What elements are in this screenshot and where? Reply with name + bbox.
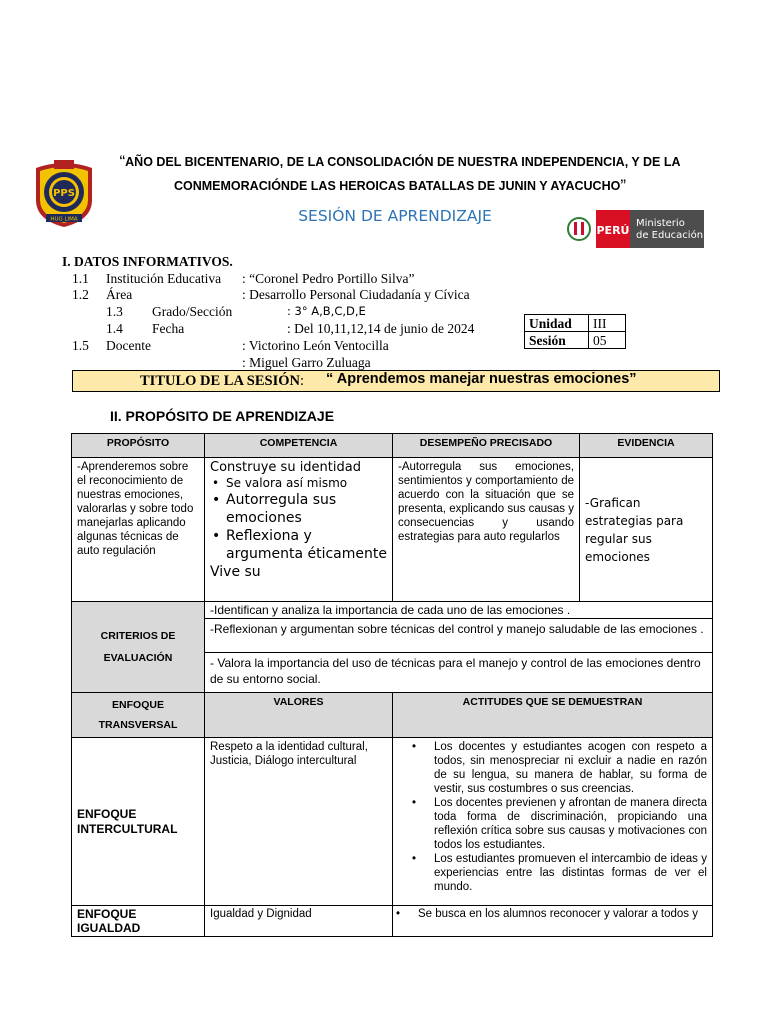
proposito-table	[71, 433, 713, 937]
school-logo	[32, 160, 96, 228]
quote-close: ”	[620, 176, 626, 195]
header-actitudes: ACTITUDES QUE SE DEMUESTRAN	[393, 693, 713, 738]
minedu-line-2: de Educación	[636, 230, 704, 241]
actitud-item: • Los docentes previenen y afrontan de manera directa toda forma de discriminación, propiciando una reflexión crítica sobre sus causas y motivaciones con todos los estudiantes.	[434, 796, 707, 852]
competencia-list	[210, 476, 387, 563]
header-enfoque: ENFOQUE TRANSVERSAL	[72, 693, 205, 738]
table-row	[72, 458, 713, 602]
header-title	[100, 150, 700, 198]
quote-open: “	[119, 152, 126, 171]
proposito-text: -Aprenderemos sobre el reconocimiento de nuestras emociones, valorarlas y sobre todo manejarlas aplicando algunas técnicas de auto regulación	[77, 461, 194, 557]
row-label-3: Grado/Sección	[152, 304, 233, 319]
header-proposito: PROPÓSITO	[72, 434, 205, 458]
row-num-5: 1.5	[72, 338, 89, 353]
header-competencia: COMPETENCIA	[205, 434, 393, 458]
row-label-2: Área	[106, 287, 133, 302]
sesion-value: 05	[589, 332, 626, 349]
enfoque-intercultural-name: ENFOQUE INTERCULTURAL	[72, 738, 205, 906]
desempeno-cell	[393, 458, 580, 602]
proposito-cell	[72, 458, 205, 602]
enfoque-intercultural-row	[72, 738, 713, 906]
enfoque-intercultural-valores: Respeto a la identidad cultural, Justicia, Diálogo intercultural	[205, 738, 393, 906]
row-value-5: : Victorino León Ventocilla	[242, 338, 389, 353]
session-title-label: TITULO DE LA SESIÓN:	[140, 373, 304, 389]
docente-extra: : Miguel Garro Zuluaga	[242, 355, 371, 370]
title-line-2: CONMEMORACIÓNDE LAS HEROICAS BATALLAS DE JUNIN Y AYACUCHO	[173, 179, 621, 193]
row-value-4: : Del 10,11,12,14 de junio de 2024	[287, 321, 475, 336]
sesion-label: Sesión	[525, 332, 589, 349]
enfoque-igualdad-actitudes	[393, 906, 713, 937]
competencia-cell	[205, 458, 393, 602]
header-valores: VALORES	[205, 693, 393, 738]
competencia-item: • Se valora así mismo	[226, 476, 387, 491]
competencia-item: • Autorregula sus emociones	[226, 491, 387, 527]
enfoque-header-row	[72, 693, 713, 738]
criterio-1: -Identifican y analiza la importancia de cada uno de las emociones .	[205, 602, 713, 619]
proposito-heading: II. PROPÓSITO DE APRENDIZAJE	[110, 408, 335, 424]
minedu-logo	[566, 208, 704, 250]
criterio-2: -Reflexionan y argumentan sobre técnicas del control y manejo saludable de las emociones .	[205, 619, 713, 653]
session-title-value: “ Aprendemos manejar nuestras emociones”	[326, 371, 637, 387]
unidad-row	[525, 315, 626, 332]
enfoque-igualdad-row	[72, 906, 713, 937]
title-line-1: AÑO DEL BICENTENARIO, DE LA CONSOLIDACIÓN DE NUESTRA INDEPENDENCIA, Y DE LA	[125, 155, 681, 169]
row-value-3: : 3° A,B,C,D,E	[287, 304, 366, 318]
datos-heading: I. DATOS INFORMATIVOS.	[62, 254, 233, 269]
competencia-tail: Vive su	[210, 564, 261, 580]
row-value-2: : Desarrollo Personal Ciudadanía y Cívica	[242, 287, 470, 302]
competencia-item: • Reflexiona y argumenta éticamente	[226, 527, 387, 563]
row-label-1: Institución Educativa	[106, 271, 222, 286]
school-logo-text: PPS	[53, 188, 75, 199]
actitud-item: • Los docentes y estudiantes acogen con respeto a todos, sin menospreciar ni excluir a nadie en razón de su lengua, su manera de hablar, su forma de vestir, sus costumbres o sus creencias.	[434, 740, 707, 796]
enfoque-igualdad-valores: Igualdad y Dignidad	[205, 906, 393, 937]
row-num-2: 1.2	[72, 287, 89, 302]
row-label-4: Fecha	[152, 321, 185, 336]
competencia-title: Construye su identidad	[210, 460, 361, 475]
row-num-4: 1.4	[106, 321, 123, 336]
header-evidencia: EVIDENCIA	[580, 434, 713, 458]
criterio-row	[72, 602, 713, 619]
session-heading: SESIÓN DE APRENDIZAJE	[298, 207, 492, 225]
criterios-label: CRITERIOS DE EVALUACIÓN	[72, 602, 205, 693]
criterio-3: - Valora la importancia del uso de técnicas para el manejo y control de las emociones dentro de su entorno social.	[205, 653, 713, 693]
minedu-line-1: Ministerio	[636, 218, 685, 229]
evidencia-cell	[580, 458, 713, 602]
row-num-3: 1.3	[106, 304, 123, 319]
peru-emblem-icon	[568, 218, 590, 240]
actitud-item: • Los estudiantes promueven el intercambio de ideas y experiencias entre las distintas formas de ver el mundo.	[434, 852, 707, 894]
row-label-5: Docente	[106, 338, 151, 353]
sesion-row	[525, 332, 626, 349]
actitud-item: • Se busca en los alumnos reconocer y valorar a todos y	[418, 907, 707, 921]
unit-table	[524, 314, 626, 349]
school-logo-motto: HUG LIMA	[50, 216, 78, 223]
table-header-row	[72, 434, 713, 458]
header-desempeno: DESEMPEÑO PRECISADO	[393, 434, 580, 458]
session-title-bar	[72, 370, 720, 392]
enfoque-intercultural-actitudes	[393, 738, 713, 906]
row-value-1: : “Coronel Pedro Portillo Silva”	[242, 271, 415, 286]
minedu-country: PERÚ	[596, 224, 630, 237]
enfoque-igualdad-name: ENFOQUE IGUALDAD	[72, 906, 205, 937]
evidencia-text: -Grafican estrategias para regular sus emociones	[585, 495, 684, 564]
unidad-value: III	[589, 315, 626, 332]
row-num-1: 1.1	[72, 271, 89, 286]
unidad-label: Unidad	[525, 315, 589, 332]
desempeno-text: -Autorregula sus emociones, sentimientos y comportamiento de acuerdo con la situación que se presenta, explicando sus causas y consecuencias y usando estrategias para auto regularlos	[398, 461, 574, 543]
